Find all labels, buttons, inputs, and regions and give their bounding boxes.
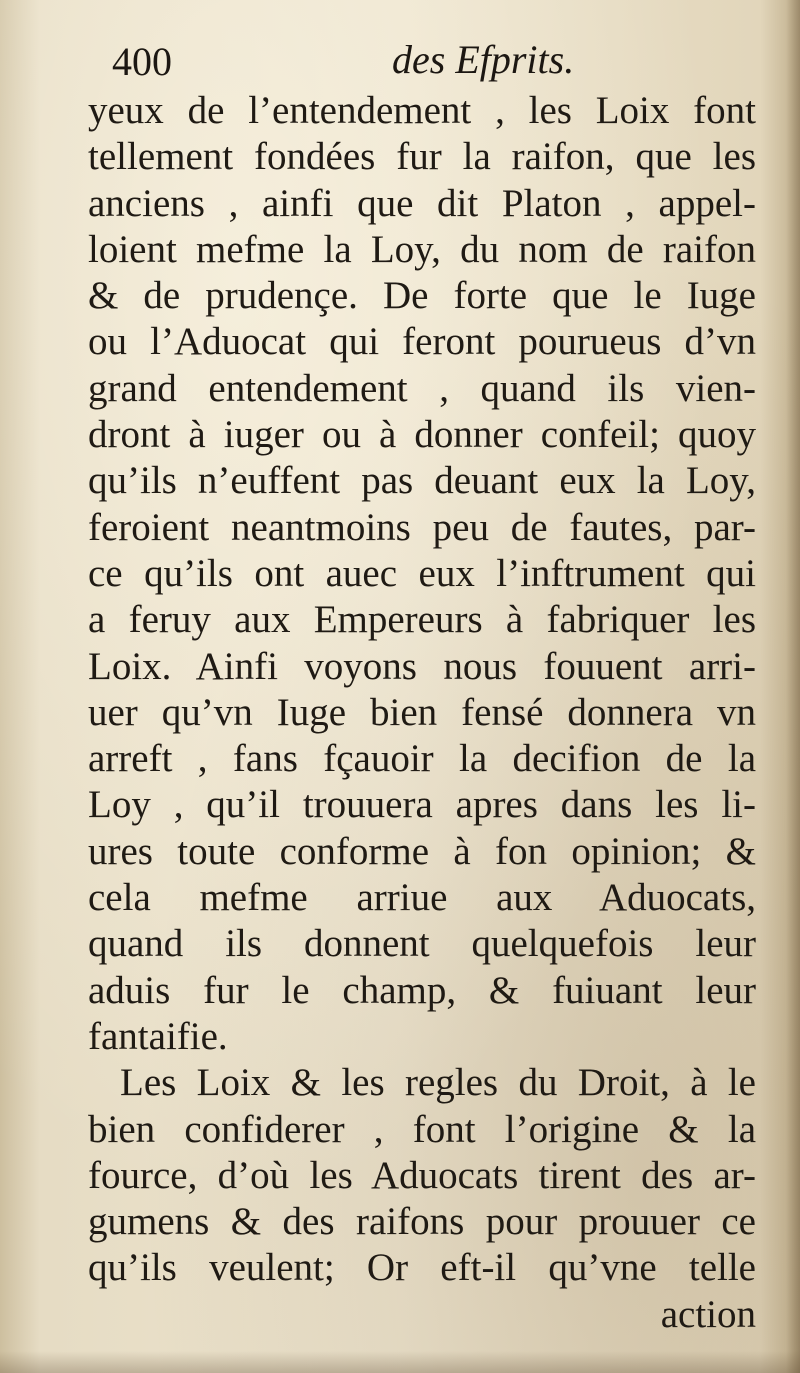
page-bottom-shadow <box>0 1351 800 1373</box>
text-line: feroient neantmoins peu de fautes, par- <box>88 505 756 549</box>
text-line: fantaifie. <box>88 1014 228 1058</box>
text-line: tellement fondées fur la raifon, que les <box>88 135 756 179</box>
text-line: fource, d’où les Aduocats tirent des ar- <box>88 1153 756 1197</box>
text-line: loient mefme la Loy, du nom de raifon <box>88 227 756 271</box>
text-line: a feruy aux Empereurs à fabriquer les <box>88 598 756 642</box>
text-line: arreft , fans fçauoir la decifion de la <box>88 737 756 781</box>
text-line: & de prudençe. De forte que le Iuge <box>88 274 756 318</box>
text-line: grand entendement , quand ils vien- <box>88 366 756 410</box>
text-line: qu’ils n’euffent pas deuant eux la Loy, <box>88 459 756 503</box>
text-line: yeux de l’entendement , les Loix font <box>88 89 756 132</box>
text-line: uer qu’vn Iuge bien fensé donnera vn <box>88 690 756 734</box>
text-line: ures toute conforme à fon opinion; & <box>88 829 756 873</box>
text-line: anciens , ainfi que dit Platon , appel- <box>88 181 756 225</box>
text-line: Loix. Ainfi voyons nous fouuent arri- <box>88 644 756 688</box>
body-text <box>88 88 756 1338</box>
text-line: ou l’Aduocat qui feront pourueus d’vn <box>88 320 756 364</box>
page-number: 400 <box>112 39 172 84</box>
running-title: des Efprits. <box>392 37 575 82</box>
catchword: action <box>660 1292 756 1336</box>
page-header <box>112 30 752 90</box>
text-line: aduis fur le champ, & fuiuant leur <box>88 968 756 1012</box>
text-line: quand ils donnent quelquefois leur <box>88 922 756 966</box>
text-line: Loy , qu’il trouuera apres dans les li- <box>88 783 756 827</box>
text-line: gumens & des raifons pour prouuer ce <box>88 1200 756 1244</box>
text-line: cela mefme arriue aux Aduocats, <box>88 876 756 920</box>
page-edge-shadow <box>786 0 800 1373</box>
text-line: ce qu’ils ont auec eux l’inftrument qui <box>88 551 756 595</box>
text-line: dront à iuger ou à donner confeil; quoy <box>88 413 756 457</box>
text-line: Les Loix & les regles du Droit, à le <box>120 1061 756 1105</box>
text-line: qu’ils veulent; Or eft-il qu’vne telle <box>88 1246 756 1290</box>
text-line: bien confiderer , font l’origine & la <box>88 1107 756 1151</box>
